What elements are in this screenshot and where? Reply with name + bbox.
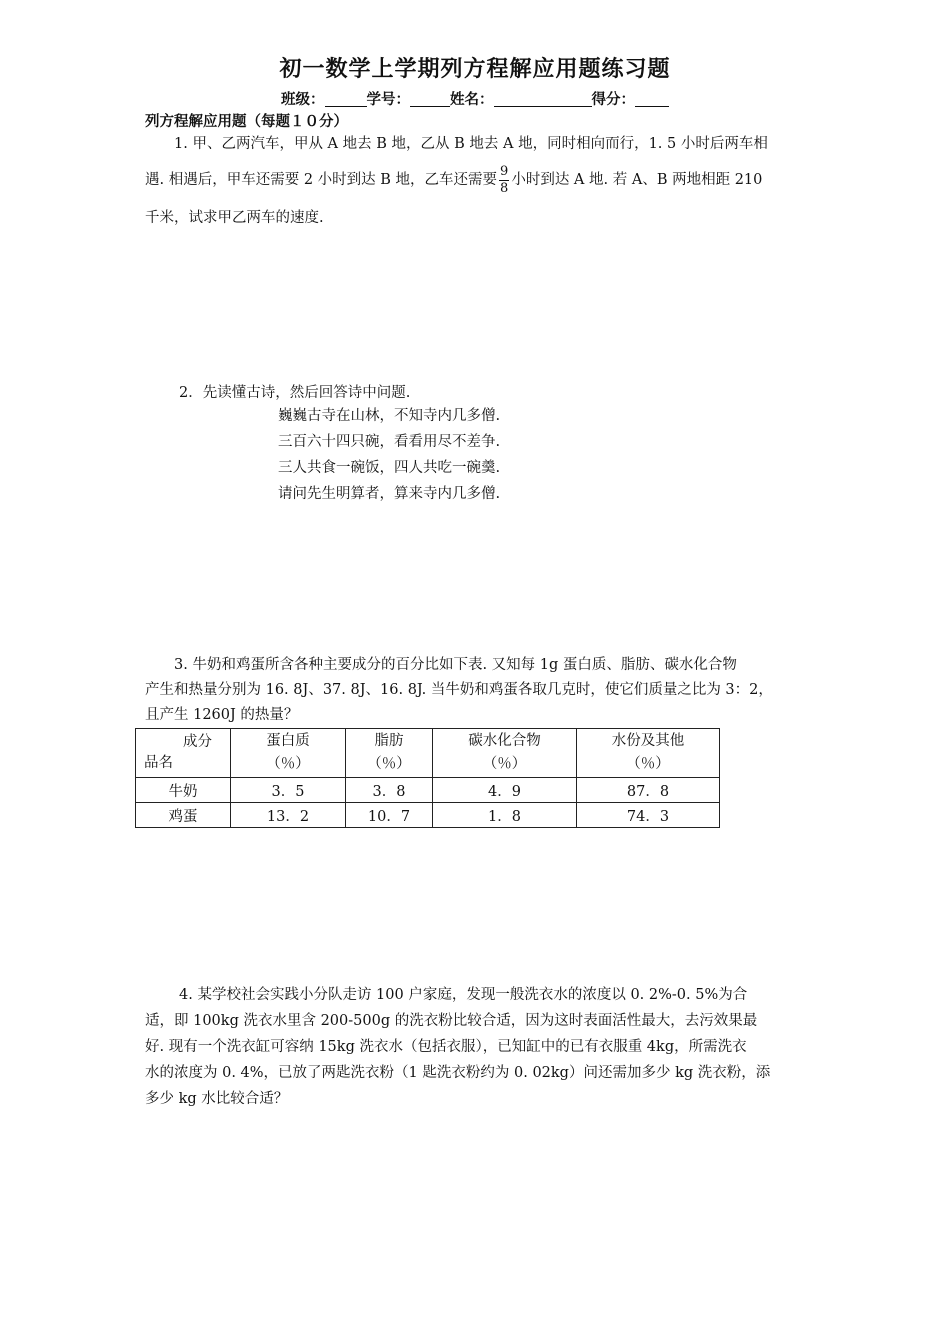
column-header: 水份及其他 （％） — [577, 729, 720, 778]
corner-top-label: 成分 — [183, 734, 212, 750]
poem-line: 请问先生明算者，算来寺内几多僧. — [278, 486, 501, 502]
table-corner-cell — [136, 729, 231, 778]
nutrition-table — [135, 728, 720, 828]
id-blank[interactable] — [410, 92, 450, 107]
table-cell: 13．2 — [231, 803, 346, 828]
q3-line-1: 3. 牛奶和鸡蛋所含各种主要成分的百分比如下表. 又知每 1g 蛋白质、脂肪、碳水化合物 — [174, 657, 737, 673]
q3-line-2: 产生和热量分别为 16. 8J、37. 8J、16. 8J. 当牛奶和鸡蛋各取几克时，使它们质量之比为 3：2， — [145, 682, 773, 698]
student-info-line — [0, 88, 950, 109]
column-header: 蛋白质 （％） — [231, 729, 346, 778]
row-name: 牛奶 — [136, 778, 231, 803]
q4-line-5: 多少 kg 水比较合适？ — [145, 1091, 289, 1107]
score-label: 得分： — [591, 91, 635, 108]
section-heading: 列方程解应用题（每题１０分） — [145, 113, 348, 130]
q1-line-3: 千米，试求甲乙两车的速度. — [145, 210, 324, 226]
column-header: 脂肪 （％） — [346, 729, 433, 778]
q1-line-2: 遇. 相遇后，甲车还需要 2 小时到达 B 地，乙车还需要 $\frac{9}{8}$ 小时到达 A 地. 若 A、B 两地相距 210 — [145, 163, 763, 196]
q1-line-1: 1. 甲、乙两汽车，甲从 A 地去 B 地，乙从 B 地去 A 地，同时相向而行，1. 5 小时后两车相 — [174, 136, 768, 152]
question-3 — [145, 653, 810, 728]
column-header: 碳水化合物 （％） — [433, 729, 577, 778]
q3-line-3: 且产生 1260J 的热量？ — [145, 707, 299, 723]
row-name: 鸡蛋 — [136, 803, 231, 828]
table-cell: 10．7 — [346, 803, 433, 828]
poem-line: 巍巍古寺在山林，不知寺内几多僧. — [278, 408, 501, 424]
corner-bottom-label: 品名 — [144, 755, 173, 771]
table-cell: 3．5 — [231, 778, 346, 803]
table-cell: 3．8 — [346, 778, 433, 803]
score-blank[interactable] — [635, 92, 669, 107]
name-blank[interactable] — [494, 92, 592, 107]
table-row — [136, 778, 720, 803]
q4-line-3: 好. 现有一个洗衣缸可容纳 15kg 洗衣水（包括衣服），已知缸中的已有衣服重 4kg，所需洗衣 — [145, 1039, 747, 1055]
id-label: 学号： — [366, 91, 410, 108]
table-header-row — [136, 729, 720, 778]
page-title: 初一数学上学期列方程解应用题练习题 — [279, 56, 671, 82]
table-cell: 74．3 — [577, 803, 720, 828]
poem — [278, 403, 500, 507]
poem-line: 三人共食一碗饭，四人共吃一碗羹. — [278, 460, 501, 476]
poem-line: 三百六十四只碗，看看用尽不差争. — [278, 434, 501, 450]
question-4 — [145, 982, 810, 1112]
q4-line-1: 4. 某学校社会实践小分队走访 100 户家庭，发现一般洗衣水的浓度以 0. 2%-0. 5%为合 — [179, 987, 748, 1003]
name-label: 姓名： — [450, 91, 494, 108]
table-cell: 87．8 — [577, 778, 720, 803]
class-label: 班级： — [281, 91, 325, 108]
question-1 — [145, 131, 810, 157]
fraction-nine-eighths: $\frac{9}{8}$ — [500, 163, 509, 196]
q4-line-4: 水的浓度为 0. 4%，已放了两匙洗衣粉（1 匙洗衣粉约为 0. 02kg）问还需加多少 kg 洗衣粉，添 — [145, 1065, 771, 1081]
table-cell: 1．8 — [433, 803, 577, 828]
table-cell: 4．9 — [433, 778, 577, 803]
q4-line-2: 适，即 100kg 洗衣水里含 200-500g 的洗衣粉比较合适，因为这时表面活性最大，去污效果最 — [145, 1013, 758, 1029]
table-row — [136, 803, 720, 828]
class-blank[interactable] — [325, 92, 367, 107]
q2-intro: 2．先读懂古诗，然后回答诗中问题. — [179, 385, 411, 401]
